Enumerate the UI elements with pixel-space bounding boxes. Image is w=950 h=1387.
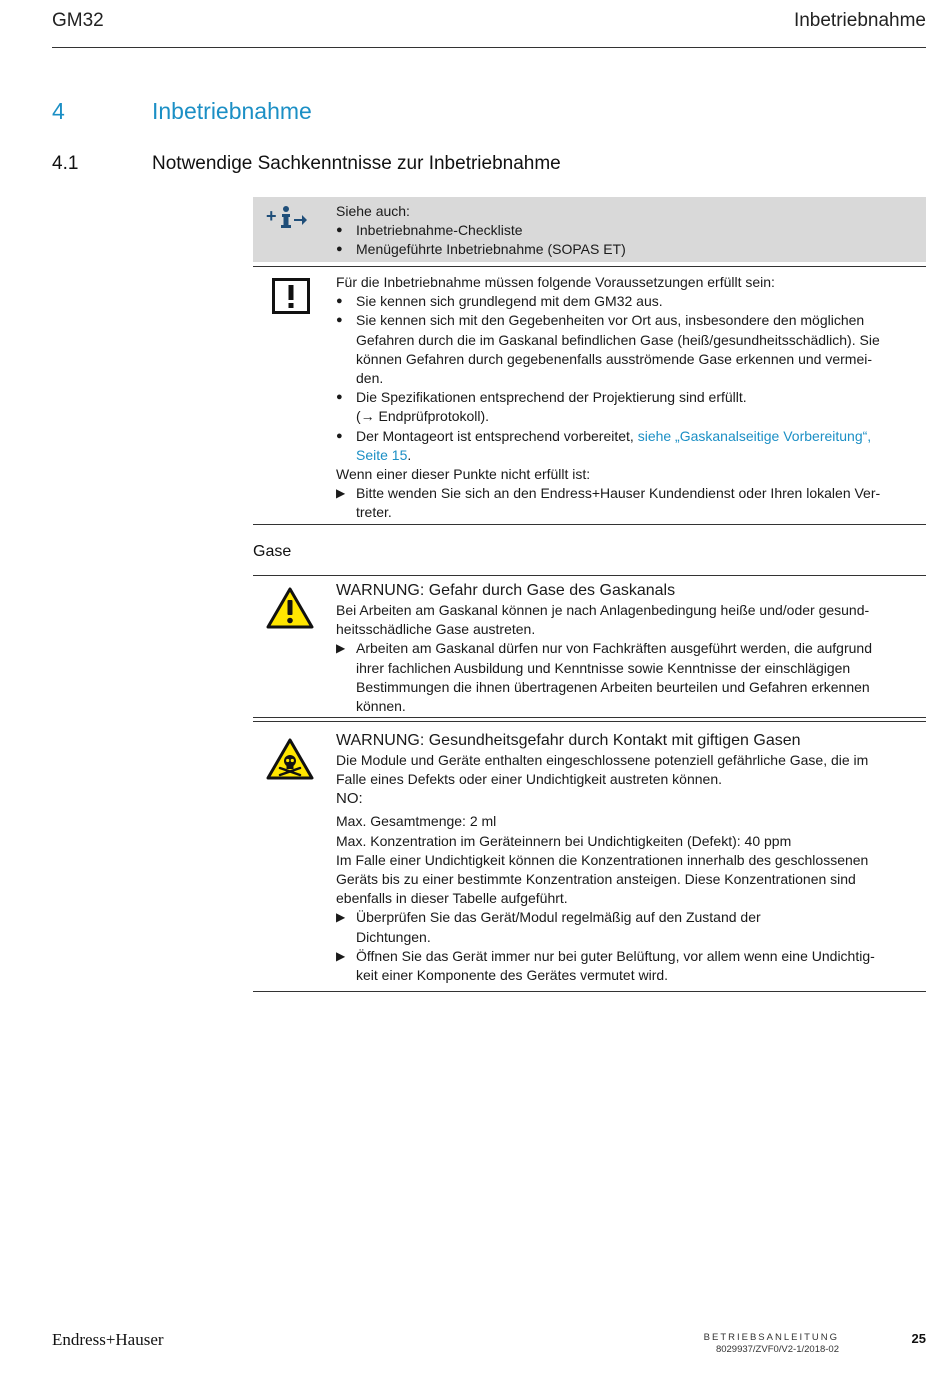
warning-box-toxic: WARNUNG: Gesundheitsgefahr durch Kontakt mit giftigen Gasen Die Module und Geräte enthalten eingeschlossene potenziell gefährliche Gase, die im Falle eines Defekts oder einer Undichtigkeit austreten können. NO: Max. Gesamtmenge: 2 ml Max. Konzentration im Geräteinnern bei Undichtigkeiten (Defekt): 40 ppm Im Falle einer Undichtigkeit können die Konzentrationen innerhalb des geschlossenen Geräts bis zu einer bestimmte Konzentration ansteigen. Diese Konzentrationen sind ebenfalls in dieser Tabelle aufgeführt. ▶ Überprüfen Sie das Gerät/Modul regelmäßig auf den Zustand der Dichtungen. ▶ Öffnen Sie das Gerät immer nur bei guter Belüftung, vor allem wenn eine Undichtig- keit einer Komponente des Gerätes vermutet wird. bbox=[253, 721, 926, 992]
warning-title: WARNUNG: Gesundheitsgefahr durch Kontakt mit giftigen Gasen bbox=[336, 732, 801, 749]
running-header-product: GM32 bbox=[52, 10, 104, 31]
list-item: ● Menügeführte Inbetriebnahme (SOPAS ET) bbox=[336, 241, 626, 258]
brand-logo-text: Endress+Hauser bbox=[52, 1330, 164, 1349]
svg-text:+: + bbox=[266, 206, 277, 226]
see-also-box bbox=[253, 197, 926, 262]
action-item: ▶ Arbeiten am Gaskanal dürfen nur von Fachkräften ausgeführt werden, die aufgrund ihrer fachlichen Ausbildung und Kenntnisse sowie Kenntnisse der einschlägigen Bestimmungen die ihnen übertragenen Arbeiten beurteilen und Gefahren erkennen können. bbox=[336, 640, 872, 715]
prerequisites-box bbox=[253, 266, 926, 525]
chapter-number: 4 bbox=[52, 98, 65, 124]
see-also-link-sopas[interactable]: Menügeführte Inbetriebnahme (SOPAS ET) bbox=[356, 241, 626, 258]
document-type: BETRIEBSANLEITUNG bbox=[703, 1332, 839, 1343]
running-header-chapter: Inbetriebnahme bbox=[793, 10, 926, 31]
list-item: ● Inbetriebnahme-Checkliste bbox=[336, 222, 523, 239]
warning-title: WARNUNG: Gefahr durch Gase des Gaskanals bbox=[336, 582, 676, 599]
subsection-label: Gase bbox=[253, 543, 292, 560]
toxic-skull-triangle-icon bbox=[266, 738, 314, 785]
document-id: 8029937/ZVF0/V2-1/2018-02 bbox=[715, 1344, 839, 1355]
info-plus-icon bbox=[265, 203, 309, 236]
see-also-link-checklist[interactable]: Inbetriebnahme-Checkliste bbox=[356, 222, 523, 239]
list-item: ● Sie kennen sich grundlegend mit dem GM32 aus. bbox=[336, 293, 663, 310]
section-title: Notwendige Sachkenntnisse zur Inbetriebnahme bbox=[152, 153, 561, 174]
gas-concentration: Max. Konzentration im Geräteinnern bei Undichtigkeiten (Defekt): 40 ppm bbox=[336, 832, 792, 849]
action-item: ▶ Überprüfen Sie das Gerät/Modul regelmäßig auf den Zustand der Dichtungen. bbox=[336, 909, 761, 945]
warning-triangle-icon bbox=[266, 587, 314, 634]
see-also-intro: Siehe auch: bbox=[336, 203, 410, 219]
gas-name: NO: bbox=[336, 790, 363, 808]
list-item: ● Sie kennen sich mit den Gegebenheiten vor Ort aus, insbesondere den möglichen Gefahren durch die im Gaskanal befindlichen Gase (heiß/gesundheitsschädlich). Sie können Gefahren durch gegebenenfalls ausströmende Gase erkennen und vermei- den. bbox=[336, 312, 880, 387]
cross-reference-link[interactable]: siehe „Gaskanalseitige Vorbereitung“, bbox=[637, 427, 872, 444]
list-item: ● Der Montageort ist entsprechend vorbereitet, siehe „Gaskanalseitige Vorbereitung“, Seite 15. bbox=[336, 427, 872, 463]
condition-text: Wenn einer dieser Punkte nicht erfüllt ist: bbox=[336, 466, 591, 483]
exclamation-box-icon bbox=[272, 278, 310, 319]
page-number: 25 bbox=[911, 1331, 926, 1346]
document-info bbox=[704, 1332, 839, 1356]
warning-box-gas: WARNUNG: Gefahr durch Gase des Gaskanals Bei Arbeiten am Gaskanal können je nach Anlagenbedingung heiße und/oder gesund- heitsschädliche Gase austreten. ▶ Arbeiten am Gaskanal dürfen nur von Fachkräften ausgeführt werden, die aufgrund ihrer fachlichen Ausbildung und Kenntnisse sowie Kenntnisse der einschlägigen Bestimmungen die ihnen übertragenen Arbeiten beurteilen und Gefahren erkennen können. bbox=[253, 575, 926, 718]
prerequisites-intro: Für die Inbetriebnahme müssen folgende Voraussetzungen erfüllt sein: bbox=[336, 274, 775, 290]
section-number: 4.1 bbox=[52, 153, 79, 174]
action-item: ▶ Öffnen Sie das Gerät immer nur bei guter Belüftung, vor allem wenn eine Undichtig- keit einer Komponente des Gerätes vermutet wird. bbox=[336, 947, 875, 984]
page-reference-link[interactable]: Seite 15 bbox=[356, 446, 408, 463]
list-item: ● Die Spezifikationen entsprechend der Projektierung sind erfüllt. (→ Endprüfprotokoll). bbox=[336, 389, 747, 425]
chapter-title: Inbetriebnahme bbox=[152, 98, 312, 124]
action-item: ▶ Bitte wenden Sie sich an den Endress+Hauser Kundendienst oder Ihren lokalen Ver- treter. bbox=[336, 485, 881, 521]
header-rule bbox=[52, 47, 926, 48]
gas-amount: Max. Gesamtmenge: 2 ml bbox=[336, 813, 497, 830]
